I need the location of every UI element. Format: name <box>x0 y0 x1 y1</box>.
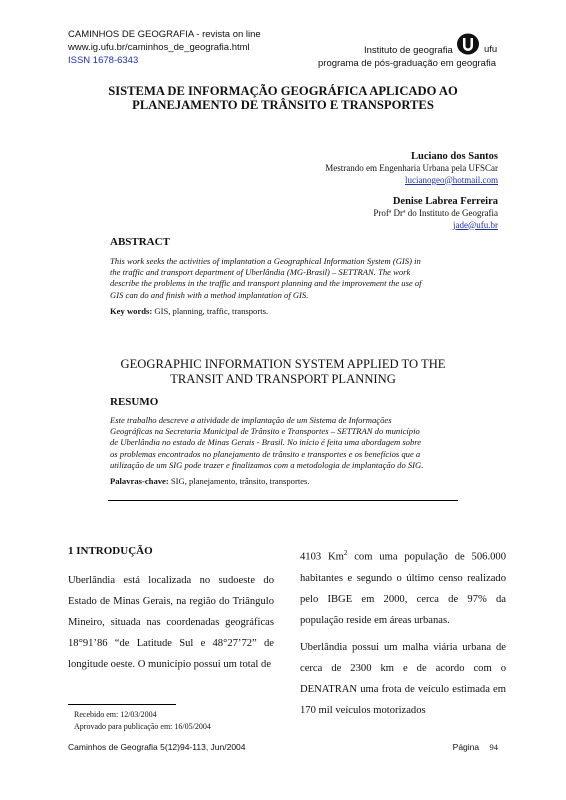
author-name: Luciano dos Santos <box>411 151 498 162</box>
area-value: 4103 Km <box>300 551 344 563</box>
page-number-block <box>453 742 498 752</box>
intro-heading: 1 INTRODUÇÃO <box>68 545 153 557</box>
author-2 <box>373 195 498 231</box>
intro-text: com uma população de 506.000 habitantes e segundo o último censo realizado pelo IBGE em 2000, cerca de 97% da população reside em áreas urbanas. <box>300 551 506 626</box>
intro-paragraph <box>300 543 506 631</box>
keywords-value: GIS, planning, traffic, transports. <box>154 306 269 316</box>
title-line-2: PLANEJAMENTO DE TRÂNSITO E TRANSPORTES <box>132 98 434 112</box>
intro-column-1 <box>68 570 274 675</box>
intro-paragraph: Uberlândia está localizada no sudoeste do Estado de Minas Gerais, na região do Triângulo Mineiro, situada nas coordenadas geográficas 18°91’86 “de Latitude Sul e 48°27’72” de longitude oeste. O município possui um total de <box>68 575 274 670</box>
resumo-heading: RESUMO <box>110 396 159 408</box>
author-name: Denise Labrea Ferreira <box>392 196 498 207</box>
english-title-line-1: GEOGRAPHIC INFORMATION SYSTEM APPLIED TO THE <box>120 357 446 371</box>
author-affiliation: Profª Drª do Instituto de Geografia <box>373 208 498 218</box>
resumo-text <box>110 415 498 471</box>
resumo-line: de Uberlândia no estado de Minas Gerais - Brasil. No início é feita uma abordagem sobre <box>110 437 422 448</box>
keywords-label: Key words: <box>110 306 153 316</box>
resumo-line: utilização de um SIG pode trazer e finalizamos com a metodologia de implantação do SIG. <box>110 459 424 470</box>
footnote <box>74 709 211 733</box>
institute-header <box>318 44 508 70</box>
journal-url[interactable]: www.ig.ufu.br/caminhos_de_geografia.html <box>68 42 250 53</box>
author-1 <box>325 150 498 186</box>
page-label: Página <box>452 742 480 752</box>
resumo-line: os problemas encontrados no planejamento de trânsito e transportes e os benefícios que a <box>110 448 421 459</box>
resumo-line: Este trabalho descreve a atividade de implantação de um Sistema de Informações <box>110 415 392 425</box>
intro-paragraph: Uberlândia possui um malha viária urbana de cerca de 2300 km e de acordo com o DENATRAN uma frota de veículo estimada em 170 mil veículos motorizados <box>300 641 506 716</box>
intro-column-2 <box>300 543 506 727</box>
approved-date: Aprovado para publicação em: 16/05/2004 <box>74 722 211 731</box>
abstract-heading: ABSTRACT <box>110 236 170 248</box>
author-affiliation: Mestrando em Engenharia Urbana pela UFSCar <box>325 163 498 173</box>
program-line: programa de pós-graduação em geografia <box>318 58 496 69</box>
abstract-line: GIS can do and finish with a method implantation of GIS. <box>110 289 309 300</box>
palavras-chave <box>110 476 310 486</box>
abstract-line: the traffic and transport department of Uberlândia (MG-Brasil) – SETTRAN. The work <box>110 267 411 278</box>
section-divider <box>108 500 458 501</box>
institute-line: Instituto de geografia <box>364 45 453 56</box>
page-number: 94 <box>489 742 498 752</box>
keywords <box>110 306 268 316</box>
english-title-line-2: TRANSIT AND TRANSPORT PLANNING <box>170 372 396 386</box>
issn: ISSN 1678-6343 <box>68 55 139 66</box>
received-date: Recebido em: 12/03/2004 <box>74 710 157 719</box>
page-footer <box>68 742 498 752</box>
resumo-line: Geográficas na Secretaria Municipal de Trânsito e Transportes – SETTRAN do município <box>110 426 420 437</box>
ufu-label: ufu <box>484 44 498 55</box>
journal-header <box>68 28 261 67</box>
palavras-chave-label: Palavras-chave: <box>110 476 169 486</box>
palavras-chave-value: SIG, planejamento, trânsito, transportes. <box>170 476 310 486</box>
footnote-divider <box>68 704 176 705</box>
english-title <box>100 357 466 387</box>
area-superscript: 2 <box>343 549 348 557</box>
abstract-line: This work seeks the activities of implantation a Geographical Information System (GIS) in <box>110 256 421 266</box>
author-email-link[interactable]: lucianogeo@hotmail.com <box>404 174 498 185</box>
footer-citation: Caminhos de Geografia 5(12)94-113, Jun/2004 <box>68 742 246 752</box>
abstract-line: describe the problems in the traffic and transport planning and the improvement the use of <box>110 278 422 289</box>
abstract-text <box>110 256 498 301</box>
author-email-link[interactable]: jade@ufu.br <box>452 219 498 230</box>
title-line-1: SISTEMA DE INFORMAÇÃO GEOGRÁFICA APLICADO AO <box>108 84 458 98</box>
paper-title <box>60 84 506 112</box>
journal-name: CAMINHOS DE GEOGRAFIA - revista on line <box>68 29 261 40</box>
